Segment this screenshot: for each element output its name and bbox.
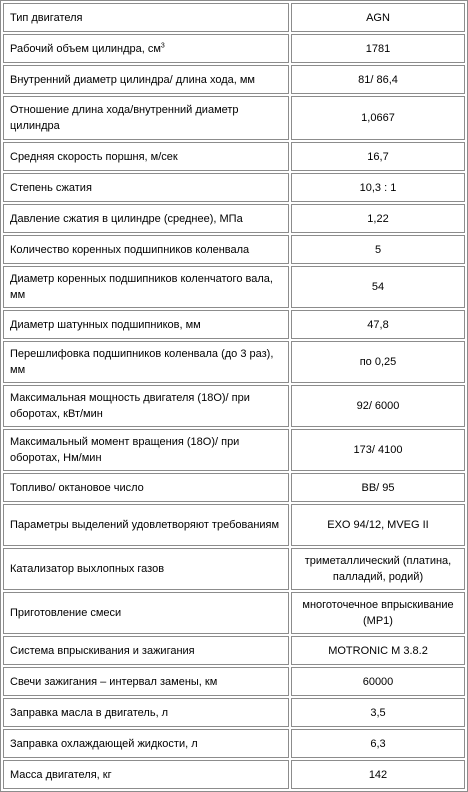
table-row — [3, 760, 465, 789]
table-row — [3, 504, 465, 546]
param-cell: Степень сжатия — [3, 173, 289, 202]
value-cell: MOTRONIC M 3.8.2 — [291, 636, 465, 665]
table-row — [3, 592, 465, 634]
table-row — [3, 34, 465, 63]
param-cell: Система впрыскивания и зажигания — [3, 636, 289, 665]
table-row — [3, 385, 465, 427]
value-cell: 10,3 : 1 — [291, 173, 465, 202]
param-cell: Отношение длина хода/внутренний диаметр цилиндра — [3, 96, 289, 140]
value-cell: BB/ 95 — [291, 473, 465, 502]
value-cell: 47,8 — [291, 310, 465, 339]
param-cell: Масса двигателя, кг — [3, 760, 289, 789]
param-cell: Давление сжатия в цилиндре (среднее), МПа — [3, 204, 289, 233]
table-row — [3, 729, 465, 758]
param-cell: Свечи зажигания – интервал замены, км — [3, 667, 289, 696]
param-cell: Заправка охлаждающей жидкости, л — [3, 729, 289, 758]
table-row — [3, 65, 465, 94]
param-cell: Приготовление смеси — [3, 592, 289, 634]
table-row — [3, 698, 465, 727]
param-cell: Тип двигателя — [3, 3, 289, 32]
value-cell: триметаллический (платина, палладий, родий) — [291, 548, 465, 590]
value-cell: 1781 — [291, 34, 465, 63]
value-cell: по 0,25 — [291, 341, 465, 383]
value-cell: 92/ 6000 — [291, 385, 465, 427]
value-cell: 1,22 — [291, 204, 465, 233]
value-cell: EXO 94/12, MVEG II — [291, 504, 465, 546]
value-cell: AGN — [291, 3, 465, 32]
param-cell: Количество коренных подшипников коленвала — [3, 235, 289, 264]
table-row — [3, 266, 465, 308]
param-cell: Максимальная мощность двигателя (18О)/ при оборотах, кВт/мин — [3, 385, 289, 427]
table-row — [3, 310, 465, 339]
table-row — [3, 548, 465, 590]
param-cell: Диаметр шатунных подшипников, мм — [3, 310, 289, 339]
param-cell: Перешлифовка подшипников коленвала (до 3 раз), мм — [3, 341, 289, 383]
table-row — [3, 96, 465, 140]
param-cell: Диаметр коренных подшипников коленчатого вала, мм — [3, 266, 289, 308]
param-cell: Заправка масла в двигатель, л — [3, 698, 289, 727]
value-cell: 3,5 — [291, 698, 465, 727]
param-cell: Катализатор выхлопных газов — [3, 548, 289, 590]
value-cell: 5 — [291, 235, 465, 264]
table-row — [3, 667, 465, 696]
value-cell: 54 — [291, 266, 465, 308]
param-cell: Рабочий объем цилиндра, $см^3$ — [3, 34, 289, 63]
table-row — [3, 235, 465, 264]
value-cell: 142 — [291, 760, 465, 789]
value-cell: 173/ 4100 — [291, 429, 465, 471]
param-cell: Максимальный момент вращения (18О)/ при оборотах, Нм/мин — [3, 429, 289, 471]
value-cell: 16,7 — [291, 142, 465, 171]
value-cell: 1,0667 — [291, 96, 465, 140]
table-row — [3, 341, 465, 383]
value-cell: 81/ 86,4 — [291, 65, 465, 94]
value-cell: многоточечное впрыскивание (MP1) — [291, 592, 465, 634]
table-row — [3, 473, 465, 502]
param-cell: Топливо/ октановое число — [3, 473, 289, 502]
param-cell: Параметры выделений удовлетворяют требованиям — [3, 504, 289, 546]
value-cell: 6,3 — [291, 729, 465, 758]
param-cell: Внутренний диаметр цилиндра/ длина хода, мм — [3, 65, 289, 94]
param-cell: Средняя скорость поршня, м/сек — [3, 142, 289, 171]
table-row — [3, 429, 465, 471]
table-row — [3, 3, 465, 32]
table-row — [3, 204, 465, 233]
value-cell: 60000 — [291, 667, 465, 696]
table-row — [3, 636, 465, 665]
table-row — [3, 173, 465, 202]
table-row — [3, 142, 465, 171]
